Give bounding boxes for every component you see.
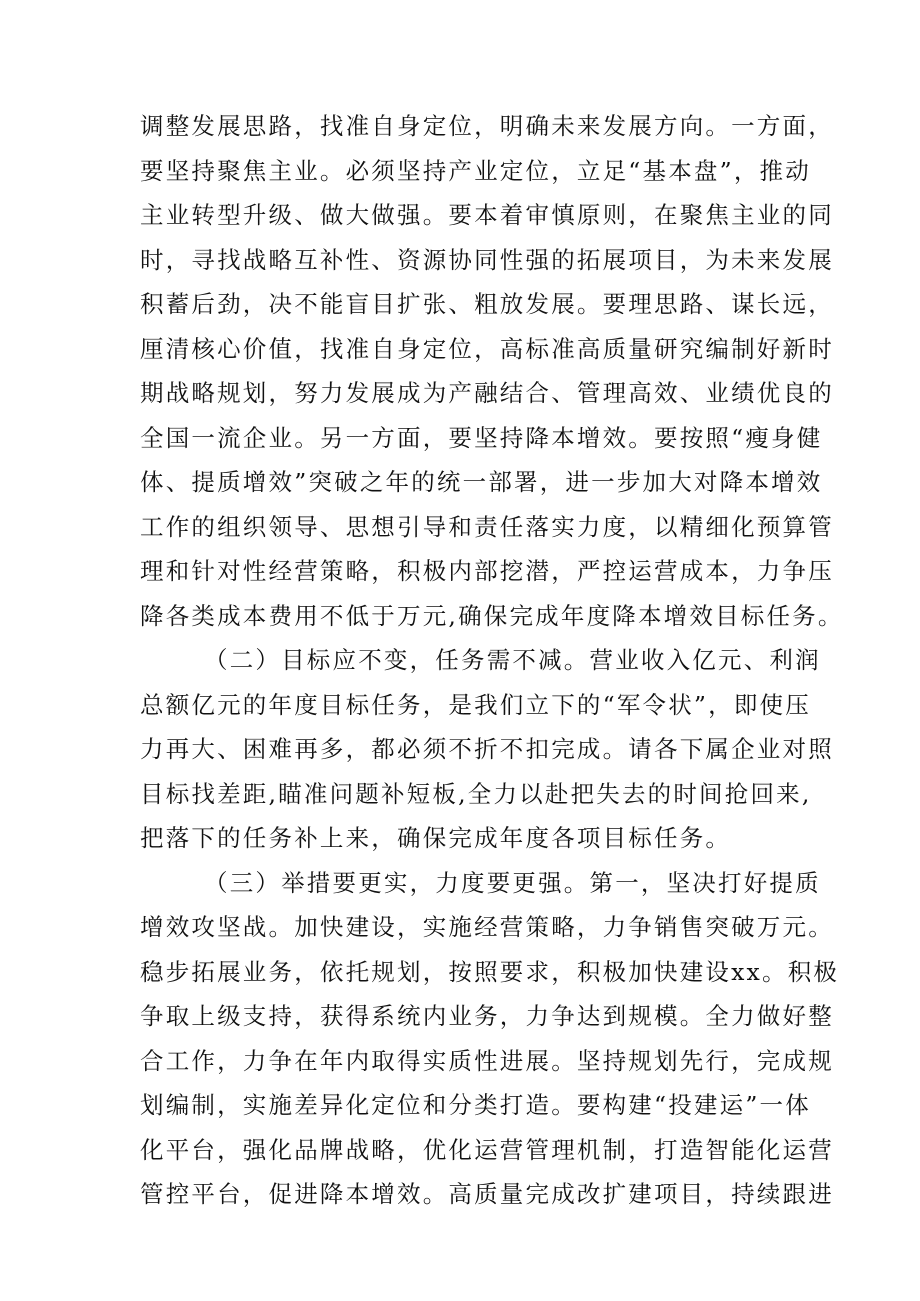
- text-line: 增效攻坚战。加快建设，实施经营策略，力争销售突破万元。: [140, 913, 834, 941]
- document-body: [140, 104, 844, 1217]
- text-line: 把落下的任务补上来，确保完成年度各项目标任务。: [140, 824, 732, 852]
- text-line: 争取上级支持，获得系统内业务，力争达到规模。全力做好整: [140, 1002, 834, 1030]
- section-heading-line: （二）目标应不变，任务需不减。营业收入亿元、利润: [204, 646, 821, 674]
- text-line: 要坚持聚焦主业。必须坚持产业定位，立足“基本盘”，推动: [140, 156, 811, 185]
- text-line: 降各类成本费用不低于万元,确保完成年度降本增效目标任务。: [140, 601, 844, 630]
- text-line: 合工作，力争在年内取得实质性进展。坚持规划先行，完成规: [140, 1046, 834, 1075]
- text-line: 目标找差距,瞄准问题补短板,全力以赴把失去的时间抢回来,: [140, 779, 812, 808]
- text-line: 划编制，实施差异化定位和分类打造。要构建“投建运”一体: [140, 1091, 811, 1119]
- text-line: 体、提质增效”突破之年的统一部署，进一步加大对降本增效: [140, 468, 823, 496]
- text-line: 管控平台，促进降本增效。高质量完成改扩建项目，持续跟进: [140, 1180, 834, 1208]
- text-line: 主业转型升级、做大做强。要本着审慎原则，在聚焦主业的同: [140, 201, 834, 229]
- text-line: 时，寻找战略互补性、资源协同性强的拓展项目，为未来发展: [140, 245, 834, 274]
- text-line: 总额亿元的年度目标任务，是我们立下的“军令状”，即使压: [140, 690, 811, 719]
- text-line: 厘清核心价值，找准自身定位，高标准高质量研究编制好新时: [140, 334, 834, 363]
- text-line: 稳步拓展业务，依托规划，按照要求，积极加快建设xx。积极: [140, 957, 840, 986]
- text-line: 工作的组织领导、思想引导和责任落实力度，以精细化预算管: [140, 512, 834, 541]
- text-line: 积蓄后劲，决不能盲目扩张、粗放发展。要理思路、谋长远，: [140, 290, 834, 318]
- text-line: 力再大、困难再多，都必须不折不扣完成。请各下属企业对照: [140, 735, 834, 763]
- text-line: 期战略规划，努力发展成为产融结合、管理高效、业绩优良的: [140, 379, 834, 407]
- section-heading-line: （三）举措要更实，力度要更强。第一，坚决打好提质: [204, 868, 821, 897]
- text-line: 理和针对性经营策略，积极内部挖潜，严控运营成本，力争压: [140, 557, 834, 585]
- text-line: 全国一流企业。另一方面，要坚持降本增效。要按照“瘦身健: [140, 423, 823, 452]
- text-line: 调整发展思路，找准自身定位，明确未来发展方向。一方面，: [140, 112, 834, 140]
- text-line: 化平台，强化品牌战略，优化运营管理机制，打造智能化运营: [140, 1135, 834, 1164]
